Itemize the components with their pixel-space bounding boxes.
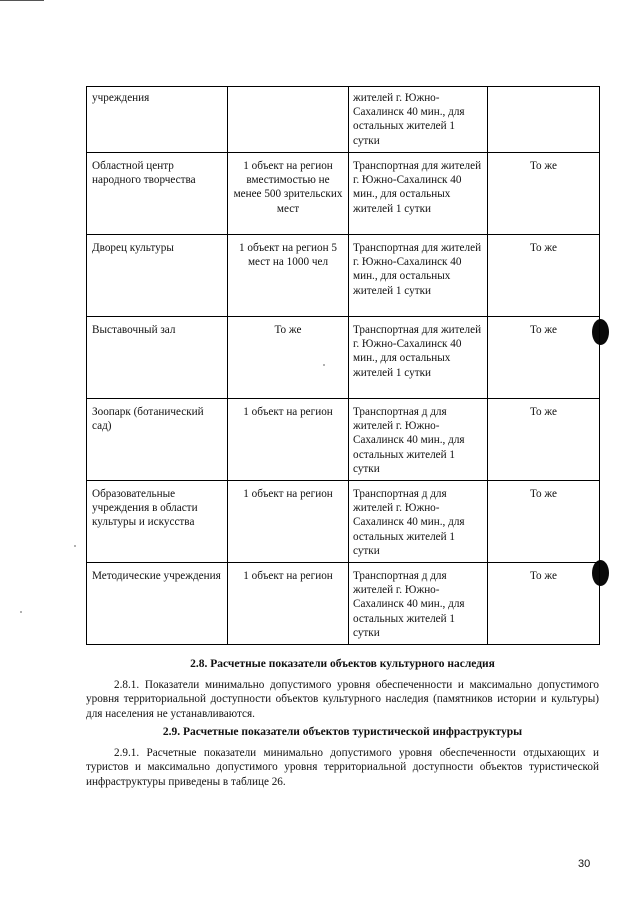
table-row [87, 317, 600, 399]
facility-name-cell: Зоопарк (ботанический сад) [87, 399, 228, 481]
section-paragraph: 2.9.1. Расчетные показатели минимально допустимого уровня обеспеченности отдыхающих и туристов и максимально допустимого уровня территориальной доступности объектов туристической инфраструктуры приведены в таблице 26. [86, 747, 599, 788]
facility-name-cell: Методические учреждения [87, 563, 228, 645]
note-cell: То же [488, 317, 600, 399]
norm-cell: 1 объект на регион вместимостью не менее 500 зрительских мест [228, 153, 349, 235]
scan-edge-mark [0, 0, 44, 7]
table-row [87, 153, 600, 235]
norm-cell: 1 объект на регион [228, 563, 349, 645]
accessibility-cell: жителей г. Южно-Сахалинск 40 мин., для остальных жителей 1 сутки [349, 87, 488, 153]
note-cell: То же [488, 481, 600, 563]
section-paragraph: 2.8.1. Показатели минимально допустимого уровня обеспеченности и максимально допустимого уровня территориальной доступности объектов культурного наследия (памятников истории и культуры) для населения не устанавливаются. [86, 679, 599, 720]
table-row [87, 481, 600, 563]
norm-cell [228, 87, 349, 153]
facility-name-cell: учреждения [87, 87, 228, 153]
table-row [87, 399, 600, 481]
facility-name-cell: Выставочный зал [87, 317, 228, 399]
note-cell [488, 87, 600, 153]
accessibility-cell: Транспортная для жителей г. Южно-Сахалинск 40 мин., для остальных жителей 1 сутки [349, 317, 488, 399]
norm-cell: 1 объект на регион [228, 399, 349, 481]
section-heading: 2.9. Расчетные показатели объектов туристической инфраструктуры [162, 726, 523, 738]
note-cell: То же [488, 399, 600, 481]
facility-name-cell: Областной центр народного творчества [87, 153, 228, 235]
accessibility-cell: Транспортная для жителей г. Южно-Сахалинск 40 мин., для остальных жителей 1 сутки [349, 153, 488, 235]
norm-cell: 1 объект на регион 5 мест на 1000 чел [228, 235, 349, 317]
table-row [87, 563, 600, 645]
norm-cell: 1 объект на регион [228, 481, 349, 563]
note-cell: То же [488, 235, 600, 317]
accessibility-cell: Транспортная д для жителей г. Южно-Сахалинск 40 мин., для остальных жителей 1 сутки [349, 563, 488, 645]
page-number: 30 [578, 858, 591, 870]
table-row [87, 87, 600, 153]
norm-cell: То же [228, 317, 349, 399]
section-heading: 2.8. Расчетные показатели объектов культурного наследия [190, 658, 495, 670]
accessibility-cell: Транспортная д для жителей г. Южно-Сахалинск 40 мин., для остальных жителей 1 сутки [349, 399, 488, 481]
accessibility-cell: Транспортная для жителей г. Южно-Сахалинск 40 мин., для остальных жителей 1 сутки [349, 235, 488, 317]
note-cell: То же [488, 153, 600, 235]
facility-name-cell: Образовательные учреждения в области культуры и искусства [87, 481, 228, 563]
accessibility-cell: Транспортная д для жителей г. Южно-Сахалинск 40 мин., для остальных жителей 1 сутки [349, 481, 488, 563]
scan-speck [20, 611, 22, 613]
table-row [87, 235, 600, 317]
note-cell: То же [488, 563, 600, 645]
culture-facilities-table [86, 86, 600, 645]
facility-name-cell: Дворец культуры [87, 235, 228, 317]
scan-speck [74, 545, 76, 547]
